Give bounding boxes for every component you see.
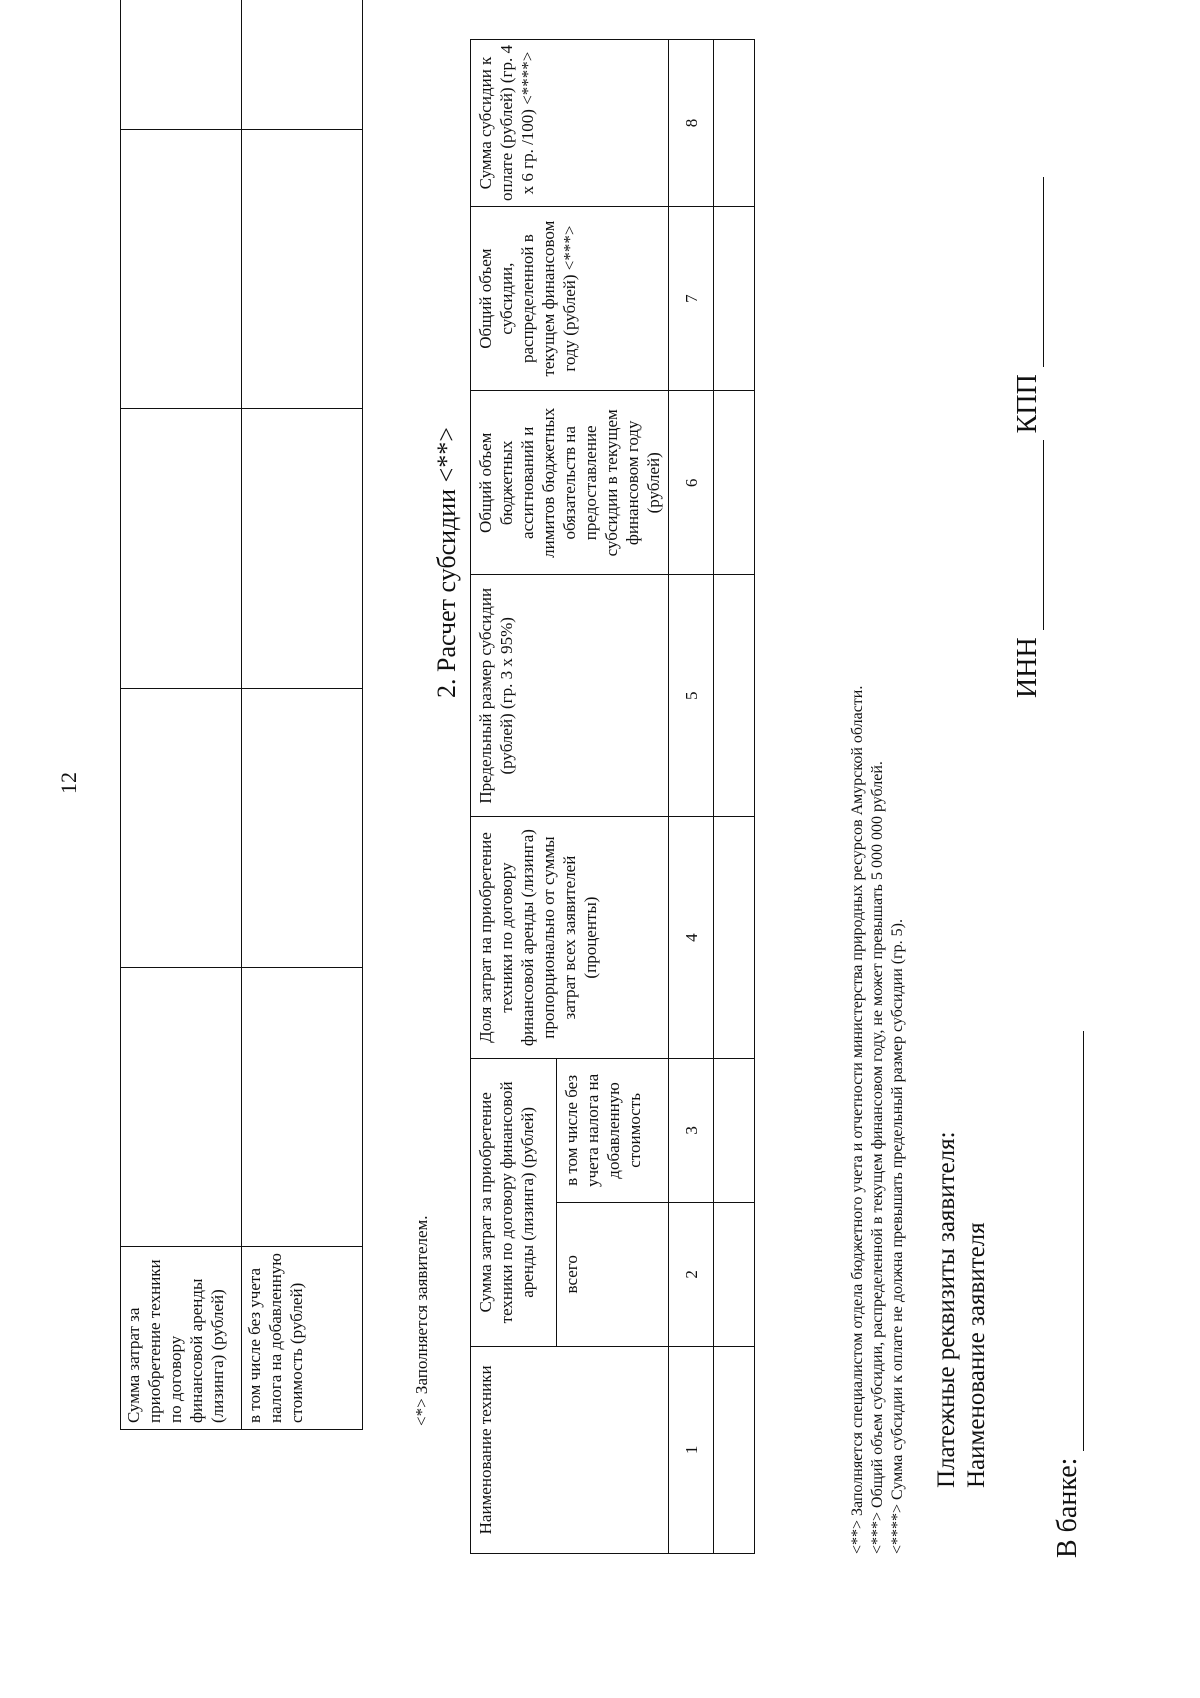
header-payable: Сумма субсидии к оплате (рублей) (гр. 4 х 6 гр. /100) <****> — [471, 40, 669, 207]
costs-table — [120, 0, 363, 1430]
column-number: 5 — [669, 575, 714, 817]
table-cell — [121, 0, 242, 130]
header-distributed: Общий объем субсидии, распределенной в текущем финансовом году (рублей) <***> — [471, 207, 669, 391]
table-row — [242, 0, 363, 1430]
page-number: 12 — [56, 772, 81, 794]
table-cell — [714, 40, 755, 207]
inn-field[interactable] — [1017, 440, 1044, 630]
table-cell — [121, 409, 242, 688]
footnote: <***> Общий объем субсидии, распределенной в текущем финансовом году, не может превышать 5 000 000 рублей. — [869, 761, 886, 1554]
table-cell — [242, 0, 363, 130]
column-number-row — [669, 40, 714, 1554]
table-header-row — [471, 40, 557, 1554]
header-costs-no-vat: в том числе без учета налога на добавленную стоимость — [557, 1058, 669, 1202]
header-limit: Предельный размер субсидии (рублей) (гр. 3 х 95%) — [471, 575, 669, 817]
table-cell — [242, 967, 363, 1246]
inn-label: ИНН — [1012, 637, 1043, 698]
subsidy-calculation-table — [470, 39, 755, 1554]
table-cell — [121, 130, 242, 409]
table-cell — [714, 575, 755, 817]
column-number: 1 — [669, 1346, 714, 1553]
payment-title: Платежные реквизиты заявителя: — [933, 1131, 960, 1488]
payment-details — [932, 1131, 992, 1488]
column-number: 4 — [669, 817, 714, 1059]
bank-line — [1052, 1031, 1084, 1558]
column-number: 2 — [669, 1202, 714, 1346]
column-number: 8 — [669, 40, 714, 207]
column-number: 6 — [669, 391, 714, 575]
applicant-name-label: Наименование заявителя — [963, 1222, 990, 1488]
table-cell — [242, 688, 363, 967]
footnote: <****> Сумма субсидии к оплате не должна превышать предельный размер субсидии (гр. 5). — [889, 918, 906, 1554]
footnote-applicant: <*> Заполняется заявителем. — [412, 1215, 431, 1426]
table-cell — [714, 1058, 755, 1202]
column-number: 3 — [669, 1058, 714, 1202]
kpp-field[interactable] — [1017, 177, 1044, 367]
kpp-label: КПП — [1012, 374, 1043, 434]
table-cell — [714, 817, 755, 1059]
table-row — [121, 0, 242, 1430]
section-title: 2. Расчет субсидии <**> — [432, 427, 461, 698]
column-number: 7 — [669, 207, 714, 391]
bank-field[interactable] — [1057, 1031, 1084, 1451]
table-cell — [242, 409, 363, 688]
table-cell — [714, 1202, 755, 1346]
inn-kpp-line — [1012, 177, 1044, 698]
header-costs: Сумма затрат за приобретение техники по договору финансовой аренды (лизинга) (рублей) — [471, 1058, 557, 1346]
costs-no-vat-row-label: в том числе без учета налога на добавленную стоимость (рублей) — [242, 1247, 363, 1430]
table-cell — [714, 207, 755, 391]
costs-row-label: Сумма затрат за приобретение техники по договору финансовой аренды (лизинга) (рублей) — [121, 1247, 242, 1430]
table-cell — [242, 130, 363, 409]
header-share: Доля затрат на приобретение техники по договору финансовой аренды (лизинга) пропорционально от суммы затрат всех заявителей (проценты) — [471, 817, 669, 1059]
table-cell — [121, 688, 242, 967]
footnote: <**> Заполняется специалистом отдела бюджетного учета и отчетности министерства природных ресурсов Амурской области. — [849, 685, 866, 1554]
footnotes — [848, 686, 908, 1554]
header-budget: Общий объем бюджетных ассигнований и лимитов бюджетных обязательств на предоставление субсидии в текущем финансовом году (рублей) — [471, 391, 669, 575]
bank-label: В банке: — [1052, 1457, 1083, 1558]
table-cell — [121, 967, 242, 1246]
table-cell — [714, 391, 755, 575]
table-row — [714, 40, 755, 1554]
table-cell — [714, 1346, 755, 1553]
header-name: Наименование техники — [471, 1346, 669, 1553]
header-costs-total: всего — [557, 1202, 669, 1346]
